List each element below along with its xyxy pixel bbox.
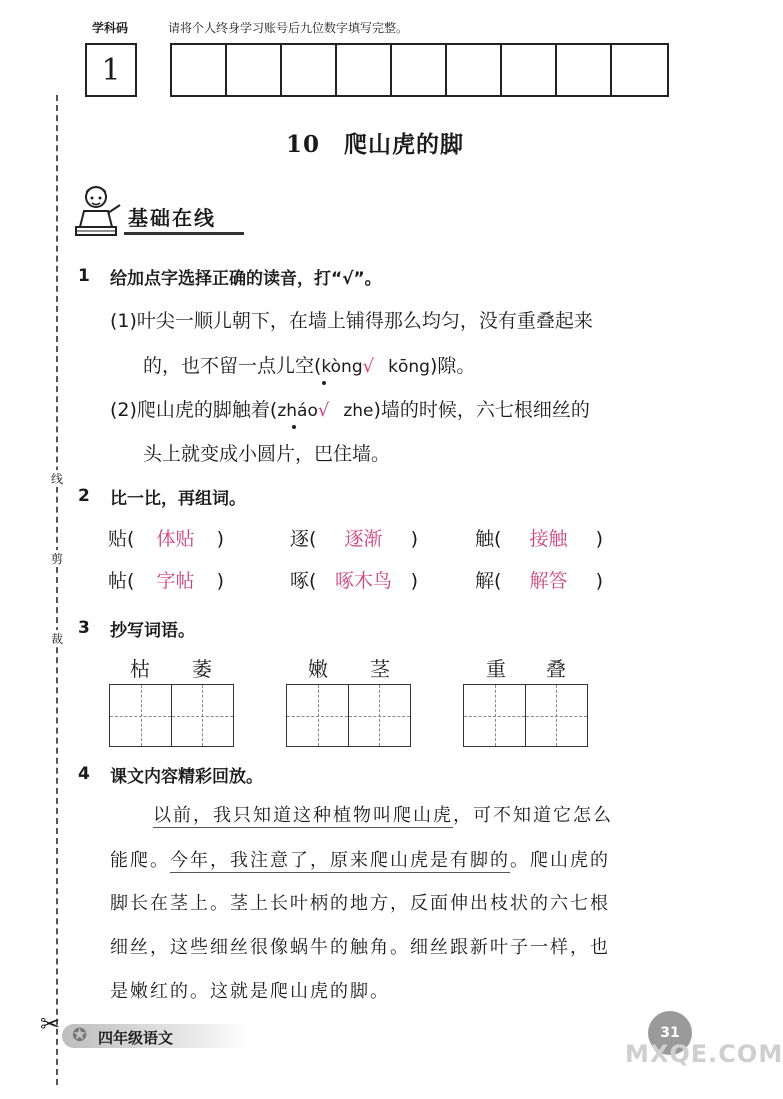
pinyin-option[interactable]: kòng [321, 357, 363, 377]
section-underline [124, 232, 244, 235]
q1-item1-line1: (1)叶尖一顺儿朝下，在墙上铺得那么均匀，没有重叠起来 [110, 310, 593, 332]
paren-open: ( [309, 528, 317, 550]
passage-line [110, 845, 610, 877]
pinyin-option[interactable]: kōng [388, 357, 430, 377]
answer-text[interactable]: 逐渐 [344, 528, 383, 550]
section-title: 基础在线 [128, 206, 216, 230]
paren-open: ( [127, 570, 135, 592]
base-char: 帖 [108, 570, 128, 592]
question-number: 4 [78, 764, 90, 784]
pinyin-option[interactable]: zháo [277, 401, 318, 421]
copy-char: 嫩 [308, 657, 328, 681]
word-pair [108, 566, 224, 593]
q1-item1-text: 的，也不留一点儿空( [143, 355, 322, 377]
q1-item2-tail: )墙的时候，六七根细丝的 [373, 399, 590, 421]
digit-box[interactable] [282, 45, 337, 95]
q1-item2-line2: 头上就变成小圆片，巴住墙。 [143, 443, 391, 465]
paren-close: ) [595, 570, 604, 592]
page-number-text: 31 [660, 1025, 680, 1041]
q1-item1-tail: )隙。 [429, 355, 476, 377]
paren-close: ) [595, 528, 604, 550]
scissors-icon: ✂ [40, 1010, 61, 1038]
cut-line-char: 线 [50, 472, 63, 486]
q1-item1-line2 [143, 351, 475, 378]
answer-text[interactable]: 体贴 [156, 528, 195, 550]
cut-line [56, 95, 58, 1085]
paren-close: ) [410, 528, 419, 550]
grid-cell[interactable] [171, 684, 234, 747]
answer-text[interactable]: 接触 [529, 528, 568, 550]
writing-grid[interactable] [463, 684, 586, 747]
passage-text: ，可不知道它怎么 [453, 805, 613, 826]
underlined-text: 以前，我只知道这种植物叫爬山虎 [153, 805, 453, 826]
writing-grid[interactable] [286, 684, 409, 747]
base-char: 触 [475, 528, 495, 550]
emphasis-dot [292, 425, 296, 429]
lesson-title: 10 爬山虎的脚 [285, 131, 464, 158]
paren-open: ( [127, 528, 135, 550]
grid-cell[interactable] [525, 684, 588, 747]
answer-text[interactable]: 字帖 [156, 570, 195, 592]
paren-close: ) [216, 570, 225, 592]
word-pair [475, 524, 603, 551]
question-text: 抄写词语。 [110, 621, 195, 641]
subject-code-box [85, 43, 137, 97]
word-pair [290, 524, 418, 551]
digit-box[interactable] [172, 45, 227, 95]
word-pair [290, 566, 418, 593]
copy-char: 萎 [192, 657, 212, 681]
grid-cell[interactable] [463, 684, 526, 747]
account-instruction: 请将个人终身学习账号后九位数字填写完整。 [168, 21, 409, 35]
passage-line: 是嫩红的。这就是爬山虎的脚。 [110, 981, 390, 1002]
q1-item2-line1 [110, 395, 590, 422]
q1-item2-text: (2)爬山虎的脚触着( [110, 399, 278, 421]
word-pair [475, 566, 603, 593]
question-text: 课文内容精彩回放。 [110, 767, 263, 787]
digit-box[interactable] [227, 45, 282, 95]
question-number: 2 [78, 486, 90, 506]
paren-open: ( [309, 570, 317, 592]
paren-open: ( [494, 528, 502, 550]
base-char: 贴 [108, 528, 128, 550]
grid-cell[interactable] [286, 684, 349, 747]
digit-box[interactable] [392, 45, 447, 95]
base-char: 啄 [290, 570, 310, 592]
check-mark: √ [362, 356, 375, 377]
digit-box[interactable] [557, 45, 612, 95]
emphasis-dot [322, 381, 326, 385]
passage-line: 脚长在茎上。茎上长叶柄的地方，反面伸出枝状的六七根 [110, 893, 610, 914]
grid-cell[interactable] [348, 684, 411, 747]
writing-grid[interactable] [109, 684, 232, 747]
copy-char: 重 [486, 657, 506, 681]
question-text: 给加点字选择正确的读音，打“√”。 [110, 269, 382, 289]
paren-open: ( [494, 570, 502, 592]
copy-char: 茎 [370, 657, 390, 681]
cut-line-char: 剪 [50, 552, 63, 566]
answer-text[interactable]: 解答 [529, 570, 568, 592]
check-mark: √ [317, 400, 330, 421]
book-name: 四年级语文 [98, 1029, 174, 1047]
digit-box[interactable] [337, 45, 392, 95]
account-digit-boxes[interactable] [170, 43, 669, 97]
passage-text: 能爬。 [110, 850, 170, 871]
cut-line-char: 裁 [50, 632, 63, 646]
digit-box[interactable] [612, 45, 667, 95]
base-char: 解 [475, 570, 495, 592]
passage-text: 。爬山虎的 [510, 850, 610, 871]
question-number: 1 [78, 266, 90, 286]
grid-cell[interactable] [109, 684, 172, 747]
question-text: 比一比，再组词。 [110, 489, 246, 509]
copy-char: 叠 [546, 657, 566, 681]
student-mascot-icon [72, 183, 124, 239]
copy-char: 枯 [130, 657, 150, 681]
word-pair [108, 524, 224, 551]
underlined-text: 今年，我注意了，原来爬山虎是有脚的 [170, 850, 510, 871]
answer-text[interactable]: 啄木鸟 [335, 570, 393, 592]
paren-close: ) [216, 528, 225, 550]
digit-box[interactable] [502, 45, 557, 95]
passage-line: 细丝，这些细丝很像蜗牛的触角。细丝跟新叶子一样，也 [110, 937, 610, 958]
passage-line [153, 800, 613, 832]
question-number: 3 [78, 618, 90, 638]
star-icon: ✪ [72, 1025, 88, 1046]
subject-code-label: 学科码 [92, 21, 129, 35]
subject-code-value: 1 [101, 52, 121, 88]
watermark: MXQE.COM [625, 1040, 783, 1068]
base-char: 逐 [290, 528, 310, 550]
pinyin-option[interactable]: zhe [343, 401, 374, 421]
paren-close: ) [410, 570, 419, 592]
digit-box[interactable] [447, 45, 502, 95]
